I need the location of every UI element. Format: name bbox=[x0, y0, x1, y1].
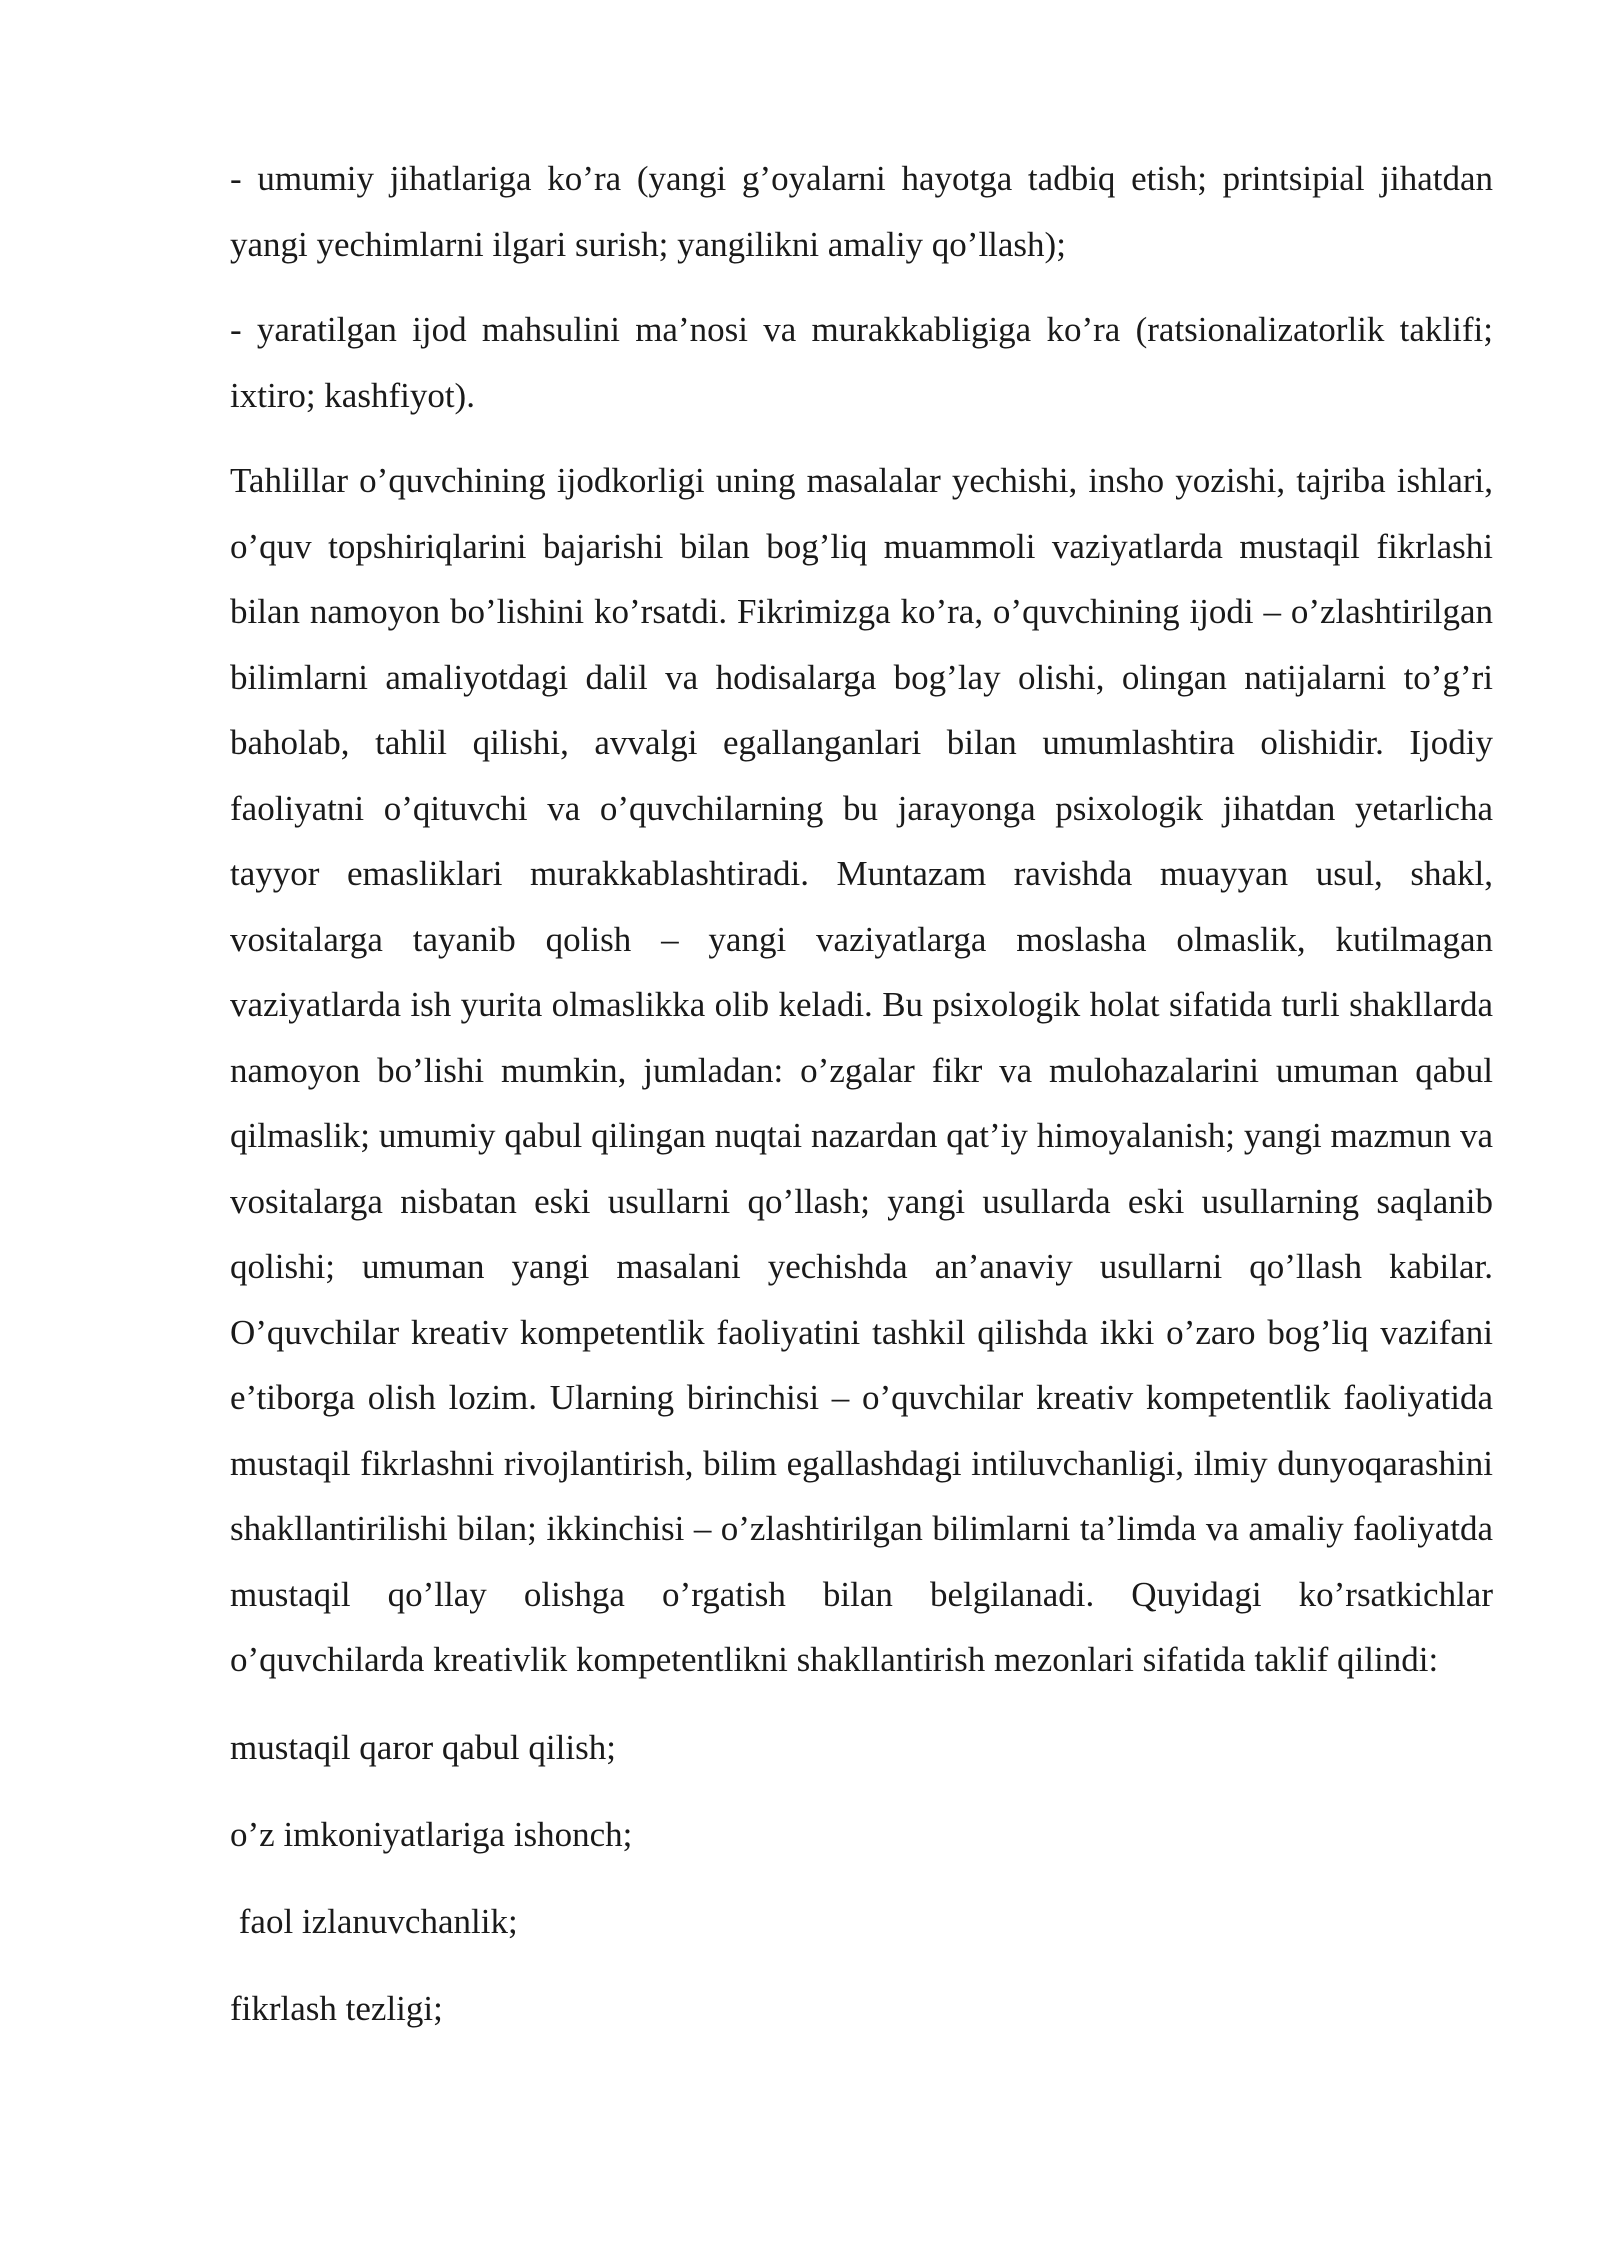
bullet-creative-product: - yaratilgan ijod mahsulini ma’nosi va murakkabligiga ko’ra (ratsionalizatorlik taklifi; ixtiro; kashfiyot). bbox=[230, 310, 1493, 415]
main-paragraph: Tahlillar o’quvchining ijodkorligi uning masalalar yechishi, insho yozishi, tajriba ishlari, o’quv topshiriqlarini bajarishi bilan bog’liq muammoli vaziyatlarda mustaqil fikrlashi bilan namoyon bo’lishini ko’rsatdi. Fikrimizga ko’ra, o’quvchining ijodi – o’zlashtirilgan bilimlarni amaliyotdagi dalil va hodisalarga bog’lay olishi, olingan natijalarni to’g’ri baholab, tahlil qilishi, avvalgi egallanganlari bilan umumlashtira olishidir. Ijodiy faoliyatni o’qituvchi va o’quvchilarning bu jarayonga psixologik jihatdan yetarlicha tayyor emasliklari murakkablashtiradi. Muntazam ravishda muayyan usul, shakl, vositalarga tayanib qolish – yangi vaziyatlarga moslasha olmaslik, kutilmagan vaziyatlarda ish yurita olmaslikka olib keladi. Bu psixologik holat sifatida turli shakllarda namoyon bo’lishi mumkin, jumladan: o’zgalar fikr va mulohazalarini umuman qabul qilmaslik; umumiy qabul qilingan nuqtai nazardan qat’iy himoyalanish; yangi mazmun va vositalarga nisbatan eski usullarni qo’llash; yangi usullarda eski usullarning saqlanib qolishi; umuman yangi masalani yechishda an’anaviy usullarni qo’llash kabilar. O’quvchilar kreativ kompetentlik faoliyatini tashkil qilishda ikki o’zaro bog’liq vazifani e’tiborga olish lozim. Ularning birinchisi – o’quvchilar kreativ kompetentlik faoliyatida mustaqil fikrlashni rivojlantirish, bilim egallashdagi intiluvchanligi, ilmiy dunyoqarashini shakllantirilishi bilan; ikkinchisi – o’zlashtirilgan bilimlarni ta’limda va amaliy faoliyatda mustaqil qo’llay olishga o’rgatish bilan belgilanadi. Quyidagi ko’rsatkichlar o’quvchilarda kreativlik kompetentlikni shakllantirish mezonlari sifatida taklif qilindi: bbox=[230, 461, 1493, 1679]
criteria-item-independent-decision: mustaqil qaror qabul qilish; bbox=[230, 1727, 616, 1767]
document-page bbox=[230, 146, 1493, 2063]
criteria-item-thinking-speed: fikrlash tezligi; bbox=[230, 1988, 443, 2028]
bullet-general-aspects: - umumiy jihatlariga ko’ra (yangi g’oyalarni hayotga tadbiq etish; printsipial jihatdan yangi yechimlarni ilgari surish; yangilikni amaliy qo’llash); bbox=[230, 159, 1493, 264]
criteria-item-active-search: faol izlanuvchanlik; bbox=[230, 1901, 518, 1941]
criteria-item-self-confidence: o’z imkoniyatlariga ishonch; bbox=[230, 1814, 633, 1854]
